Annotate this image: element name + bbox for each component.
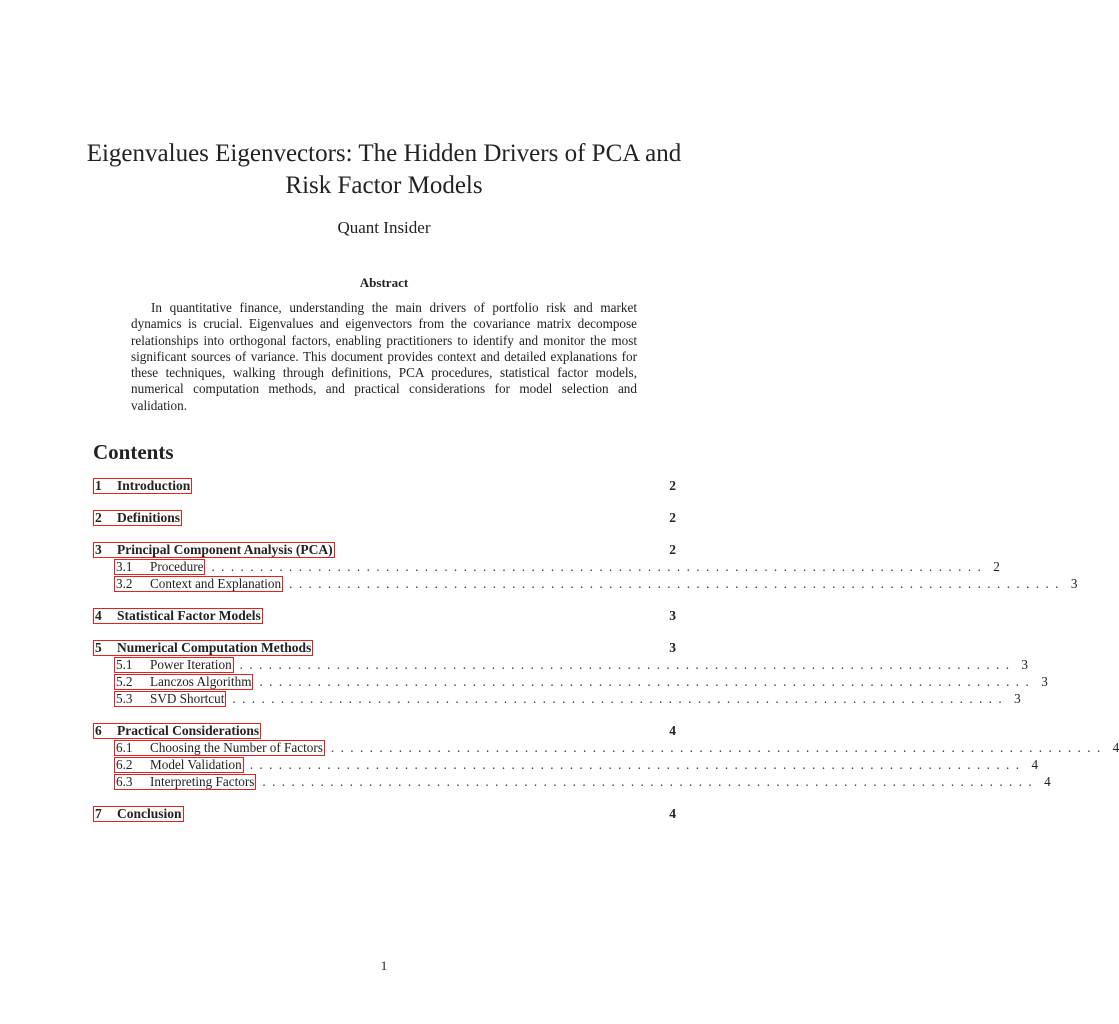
toc-entry-introduction bbox=[93, 478, 676, 495]
toc-link-context-and-explanation[interactable] bbox=[114, 576, 283, 592]
toc-number: 5.3 bbox=[116, 691, 133, 706]
toc-page-ref: 3 bbox=[669, 608, 676, 623]
toc-number: 1 bbox=[95, 478, 102, 493]
toc-label: Introduction bbox=[117, 478, 191, 493]
toc-entry-conclusion bbox=[93, 806, 676, 823]
toc-page-ref: 4 bbox=[1044, 774, 1051, 789]
toc-label: Numerical Computation Methods bbox=[117, 640, 312, 655]
toc-link-model-validation[interactable] bbox=[114, 757, 244, 773]
toc-entry-procedure bbox=[93, 559, 1000, 576]
toc-label: SVD Shortcut bbox=[150, 691, 225, 706]
toc-link-procedure[interactable] bbox=[114, 559, 205, 575]
toc-number: 5.1 bbox=[116, 657, 133, 672]
toc-label: Choosing the Number of Factors bbox=[150, 740, 323, 755]
toc-number: 3 bbox=[95, 542, 102, 557]
toc-page-ref: 4 bbox=[669, 723, 676, 738]
toc-entry-pca bbox=[93, 542, 676, 559]
toc-leader-dots: ................................................................................ bbox=[289, 576, 1065, 591]
toc-link-definitions[interactable] bbox=[93, 510, 182, 526]
toc-link-numerical-computation-methods[interactable] bbox=[93, 640, 313, 656]
document-title: Eigenvalues Eigenvectors: The Hidden Drivers of PCA and Risk Factor Models bbox=[86, 140, 682, 199]
toc-number: 6.3 bbox=[116, 774, 133, 789]
toc-page-ref: 3 bbox=[1021, 657, 1029, 672]
toc-link-svd-shortcut[interactable] bbox=[114, 691, 226, 707]
toc-label: Lanczos Algorithm bbox=[150, 674, 252, 689]
toc-leader-dots: ................................................................................ bbox=[211, 559, 988, 574]
toc-page-ref: 4 bbox=[1112, 740, 1119, 755]
toc-number: 6 bbox=[95, 723, 102, 738]
toc-number: 6.2 bbox=[116, 757, 133, 772]
toc-entry-lanczos-algorithm bbox=[93, 674, 1048, 691]
toc-label: Context and Explanation bbox=[150, 576, 282, 591]
toc-entry-numerical-computation-methods bbox=[93, 640, 676, 657]
toc-entry-interpreting-factors bbox=[93, 774, 1051, 791]
toc-label: Definitions bbox=[117, 510, 181, 525]
toc-number: 2 bbox=[95, 510, 102, 525]
toc-page-ref: 4 bbox=[669, 806, 676, 821]
toc-label: Conclusion bbox=[117, 806, 182, 821]
toc-leader-dots: ................................................................................ bbox=[259, 674, 1036, 689]
toc-label: Procedure bbox=[150, 559, 204, 574]
abstract-text: In quantitative finance, understanding the main drivers of portfolio risk and market dynamics is crucial. Eigenvalues and eigenvectors from the covariance matrix decompose relationships into orthogonal factors, enabling practitioners to identify and monitor the most significant sources of variance. This document provides context and detailed explanations for these techniques, walking through definitions, PCA procedures, statistical factor models, numerical computation methods, and practical considerations for model selection and validation. bbox=[131, 300, 637, 413]
toc-label: Principal Component Analysis (PCA) bbox=[117, 542, 333, 557]
page-number: 1 bbox=[380, 958, 388, 973]
abstract-heading: Abstract bbox=[359, 275, 409, 290]
toc-leader-dots: ................................................................................ bbox=[262, 774, 1039, 789]
toc-number: 3.2 bbox=[116, 576, 133, 591]
toc-entry-statistical-factor-models bbox=[93, 608, 676, 625]
toc-page-ref: 3 bbox=[1014, 691, 1021, 706]
toc-link-statistical-factor-models[interactable] bbox=[93, 608, 263, 624]
toc-label: Practical Considerations bbox=[117, 723, 260, 738]
toc-number: 5.2 bbox=[116, 674, 133, 689]
toc-label: Power Iteration bbox=[150, 657, 232, 672]
toc-number: 5 bbox=[95, 640, 102, 655]
toc-page-ref: 4 bbox=[1031, 757, 1039, 772]
toc-link-choosing-number-of-factors[interactable] bbox=[114, 740, 325, 756]
toc-page-ref: 2 bbox=[993, 559, 1000, 574]
toc-number: 3.1 bbox=[116, 559, 133, 574]
toc-leader-dots: ................................................................................ bbox=[239, 657, 1016, 672]
toc-number: 6.1 bbox=[116, 740, 133, 755]
toc-link-introduction[interactable] bbox=[93, 478, 192, 494]
toc-page-ref: 3 bbox=[669, 640, 676, 655]
toc-entry-definitions bbox=[93, 510, 676, 527]
toc-link-practical-considerations[interactable] bbox=[93, 723, 261, 739]
toc-number: 7 bbox=[95, 806, 102, 821]
toc-leader-dots: ................................................................................ bbox=[330, 740, 1107, 755]
toc-entry-power-iteration bbox=[93, 657, 1029, 674]
toc-link-lanczos-algorithm[interactable] bbox=[114, 674, 253, 690]
toc-label: Model Validation bbox=[150, 757, 242, 772]
toc-number: 4 bbox=[95, 608, 102, 623]
toc-entry-practical-considerations bbox=[93, 723, 676, 740]
toc-entry-model-validation bbox=[93, 757, 1039, 774]
toc-page-ref: 2 bbox=[669, 510, 676, 525]
toc-link-interpreting-factors[interactable] bbox=[114, 774, 256, 790]
toc-entry-svd-shortcut bbox=[93, 691, 1021, 708]
toc-page-ref: 2 bbox=[669, 478, 676, 493]
table-of-contents bbox=[93, 478, 1119, 823]
toc-page-ref: 3 bbox=[1041, 674, 1048, 689]
contents-heading: Contents bbox=[93, 440, 174, 464]
document-author: Quant Insider bbox=[337, 218, 431, 237]
toc-entry-context-and-explanation bbox=[93, 576, 1078, 593]
toc-label: Statistical Factor Models bbox=[117, 608, 261, 623]
toc-leader-dots: ................................................................................ bbox=[249, 757, 1026, 772]
toc-link-power-iteration[interactable] bbox=[114, 657, 234, 673]
toc-entry-choosing-number-of-factors bbox=[93, 740, 1119, 757]
toc-link-pca[interactable] bbox=[93, 542, 335, 558]
toc-leader-dots: ................................................................................ bbox=[232, 691, 1009, 706]
toc-page-ref: 3 bbox=[1070, 576, 1078, 591]
toc-label: Interpreting Factors bbox=[150, 774, 255, 789]
toc-link-conclusion[interactable] bbox=[93, 806, 184, 822]
toc-page-ref: 2 bbox=[669, 542, 676, 557]
